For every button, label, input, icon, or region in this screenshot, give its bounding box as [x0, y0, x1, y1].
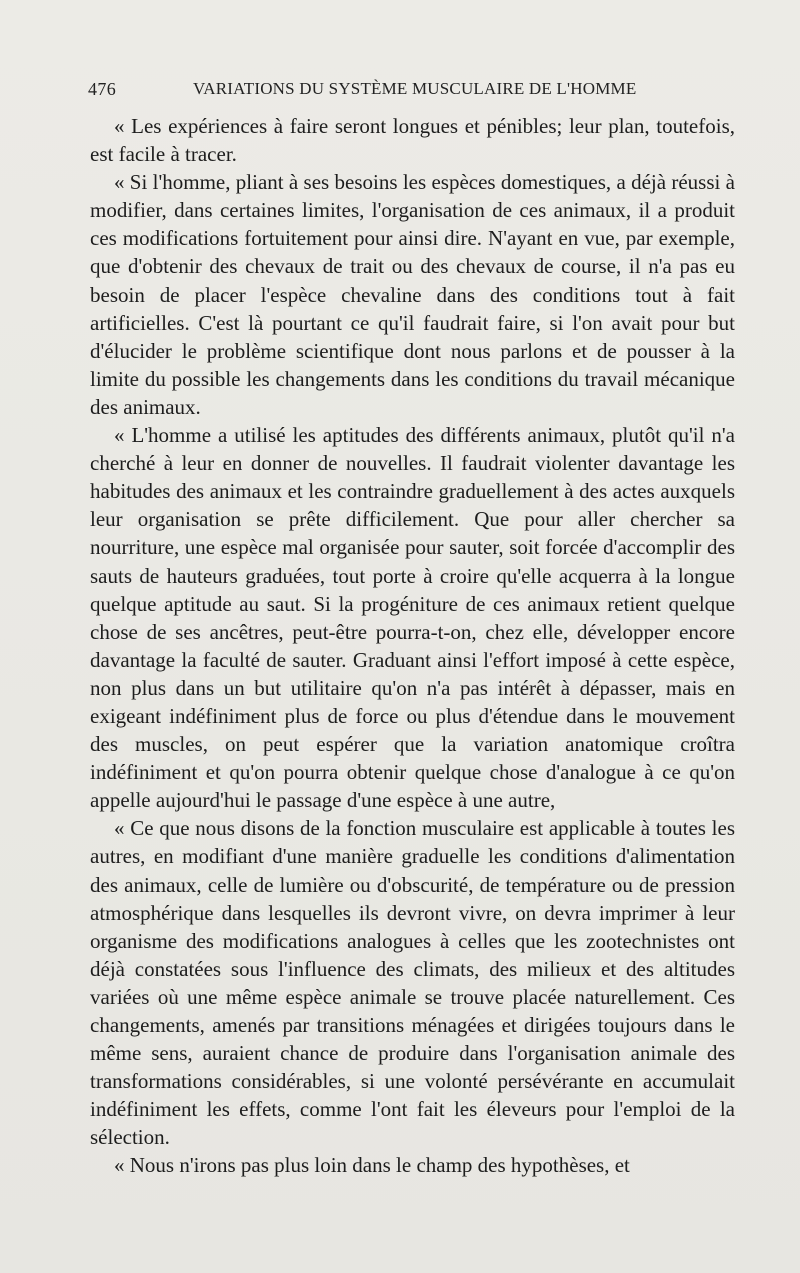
paragraph: « Nous n'irons pas plus loin dans le champ des hypothèses, et [114, 1153, 630, 1178]
paragraph: « Les expériences à faire seront longues et pénibles; leur plan, toutefois, est facile à tracer. [90, 114, 735, 167]
page-header [88, 77, 730, 101]
paragraph: « Ce que nous disons de la fonction musculaire est applicable à toutes les autres, en modifiant d'une manière graduelle les conditions d'alimentation des animaux, celle de lumière ou d'obscurité, de température ou de pression atmosphérique dans lesquelles ils devront vivre, on devra imprimer à leur organisme des modifications analogues à celles que les zootechnistes ont déjà constatées sous l'influence des climats, des milieux et des altitudes variées où une même espèce animale se trouve placée naturellement. Ces changements, amenés par transitions ménagées et dirigées toujours dans le même sens, auraient chance de produire dans l'organisation animale des transformations considérables, si une volonté persévérante en accumulait indéfiniment les effets, comme l'ont fait les éleveurs pour l'emploi de la sélection. [90, 816, 735, 1150]
page-number: 476 [88, 79, 117, 99]
paragraph: « Si l'homme, pliant à ses besoins les espèces domestiques, a déjà réussi à modifier, dans certaines limites, l'organisation de ces animaux, il a produit ces modifications fortuitement pour ainsi dire. N'ayant en vue, par exemple, que d'obtenir des chevaux de trait ou des chevaux de course, il n'a pas eu besoin de placer l'espèce chevaline dans des conditions tout à fait artificielles. C'est là pourtant ce qu'il faudrait faire, si l'on avait pour but d'élucider le problème scientifique dont nous parlons et de pousser à la limite du possible les changements dans les conditions du travail mécanique des animaux. [90, 170, 735, 419]
running-title: VARIATIONS DU SYSTÈME MUSCULAIRE DE L'HOMME [193, 79, 637, 98]
body-text [90, 112, 735, 1180]
paragraph: « L'homme a utilisé les aptitudes des différents animaux, plutôt qu'il n'a cherché à leur en donner de nouvelles. Il faudrait violenter davantage les habitudes des animaux et les contraindre graduellement à des actes auxquels leur organisation se prête difficilement. Que pour aller chercher sa nourriture, une espèce mal organisée pour sauter, soit forcée d'accomplir des sauts de hauteurs graduées, tout porte à croire qu'elle acquerra à la longue quelque aptitude au saut. Si la progéniture de ces animaux retient quelque chose de ses ancêtres, peut-être pourra-t-on, chez elle, développer encore davantage la faculté de sauter. Graduant ainsi l'effort imposé à cette espèce, non plus dans un but utilitaire qu'on n'a pas intérêt à dépasser, mais en exigeant indéfiniment plus de force ou plus d'étendue dans le mouvement des muscles, on peut espérer que la variation anatomique croîtra indéfiniment et qu'on pourra obtenir quelque chose d'analogue à ce qu'on appelle aujourd'hui le passage d'une espèce à une autre, [90, 423, 735, 813]
